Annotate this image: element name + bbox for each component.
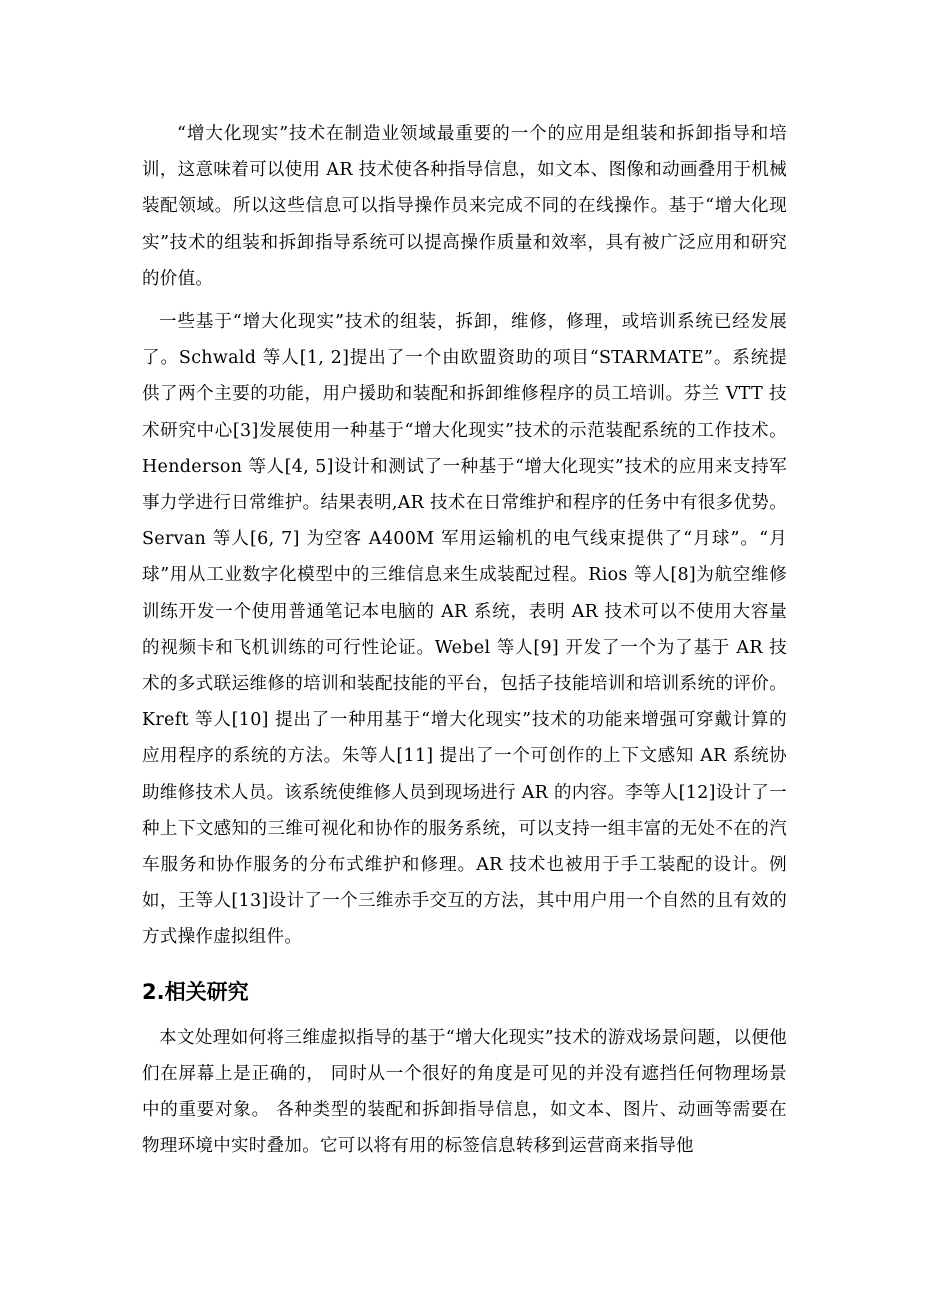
section-heading-related-work: 2.相关研究 — [142, 979, 249, 1004]
paragraph-related-work: 本文处理如何将三维虚拟指导的基于“增大化现实”技术的游戏场景问题，以便他们在屏幕上是正确的， 同时从一个很好的角度是可见的并没有遮挡任何物理场景中的重要对象。 各种类型的装配和拆卸指导信息，如文本、图片、动画等需要在物理环境中实时叠加。它可以将有用的标签信息转移到运营商来指导他 — [142, 1027, 787, 1157]
paragraph-prior-systems: 一些基于“增大化现实”技术的组装，拆卸，维修，修理，或培训系统已经发展了。Schwald 等人[1, 2]提出了一个由欧盟资助的项目“STARMATE”。系统提供了两个主要的功能，用户援助和装配和拆卸维修程序的员工培训。芬兰 VTT 技术研究中心[3]发展使用一种基于“增大化现实”技术的示范装配系统的工作技术。Henderson 等人[4, 5]设计和测试了一种基于“增大化现实”技术的应用来支持军事力学进行日常维护。结果表明,AR 技术在日常维护和程序的任务中有很多优势。Servan 等人[6, 7] 为空客 A400M 军用运输机的电气线束提供了“月球”。“月球”用从工业数字化模型中的三维信息来生成装配过程。Rios 等人[8]为航空维修训练开发一个使用普通笔记本电脑的 AR 系统，表明 AR 技术可以不使用大容量的视频卡和飞机训练的可行性论证。Webel 等人[9] 开发了一个为了基于 AR 技术的多式联运维修的培训和装配技能的平台，包括子技能培训和培训系统的评价。Kreft 等人[10] 提出了一种用基于“增大化现实”技术的功能来增强可穿戴计算的应用程序的系统的方法。朱等人[11] 提出了一个可创作的上下文感知 AR 系统协助维修技术人员。该系统使维修人员到现场进行 AR 的内容。李等人[12]设计了一种上下文感知的三维可视化和协作的服务系统，可以支持一组丰富的无处不在的汽车服务和协作服务的分布式维护和修理。AR 技术也被用于手工装配的设计。例如，王等人[13]设计了一个三维赤手交互的方法，其中用户用一个自然的且有效的方式操作虚拟组件。 — [142, 312, 787, 948]
paragraph-intro: “增大化现实”技术在制造业领域最重要的一个的应用是组装和拆卸指导和培训，这意味着可以使用 AR 技术使各种指导信息，如文本、图像和动画叠用于机械装配领域。所以这些信息可以指导操作员来完成不同的在线操作。基于“增大化现实”技术的组装和拆卸指导系统可以提高操作质量和效率，具有被广泛应用和研究的价值。 — [142, 124, 787, 289]
document-page — [142, 116, 787, 1164]
